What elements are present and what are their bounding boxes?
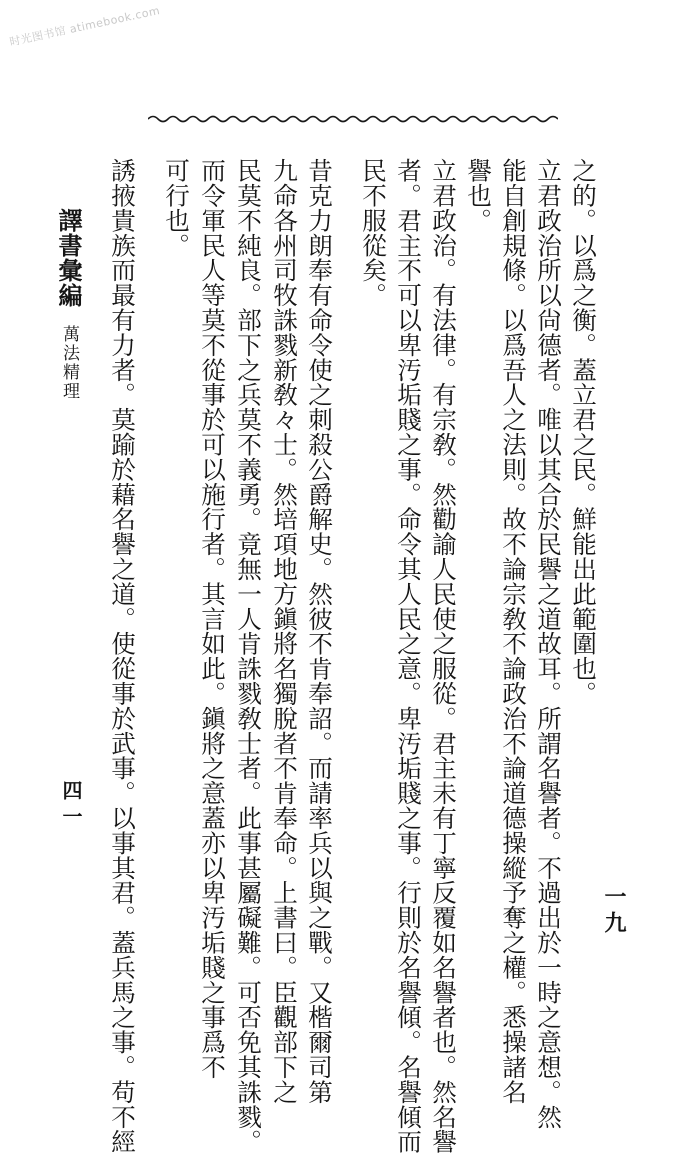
text-column-10: 民莫不純良。部下之兵莫不義勇。竟無一人肯誅戮敎士者。此事甚屬礙難。可否免其誅戮。: [234, 158, 263, 1154]
text-column-1: 之的。以爲之衡。蓋立君之民。鮮能出此範圍也。: [569, 158, 598, 706]
text-column-7: 民不服從矣。: [359, 158, 388, 308]
page-number-left: 四一: [59, 780, 83, 832]
watermark: 时光图书馆 atimebook.com: [8, 4, 162, 49]
text-column-5: 立君政治。有法律。有宗敎。然勸諭人民使之服從。君主未有丁寧反覆如名譽者也。然名譽: [429, 158, 458, 1154]
text-column-4: 譽也。: [464, 158, 493, 233]
text-column-2: 立君政治所以尙德者。唯以其合於民譽之道故耳。所謂名譽者。不過出於一時之意想。然: [534, 158, 563, 1130]
text-column-12: 可行也。: [162, 158, 191, 258]
decorative-top-rule: [148, 112, 558, 126]
text-column-3: 能自創規條。以爲吾人之法則。故不論宗敎不論政治不論道德操縱予奪之權。悉操諸名: [499, 158, 528, 1105]
text-column-6: 者。君主不可以卑汚垢賤之事。命令其人民之意。卑汚垢賤之事。行則於名譽傾。名譽傾而: [394, 158, 423, 1154]
book-title: 譯書彙編: [54, 208, 83, 308]
text-column-8: 昔克力朗奉有命令使之刺殺公爵解史。然彼不肯奉詔。而請率兵以與之戰。又楷爾司第: [305, 158, 334, 1105]
text-column-9: 九命各州司牧誅戮新敎々士。然培項地方鎭將名獨脫者不肯奉命。上書曰。臣觀部下之: [270, 158, 299, 1105]
text-column-13: 誘掖貴族而最有力者。莫踰於藉名譽之道。使從事於武事。以事其君。蓋兵馬之事。苟不經: [108, 158, 137, 1154]
text-column-11: 而令軍民人等莫不從事於可以施行者。其言如此。鎭將之意蓋亦以卑汚垢賤之事爲不: [198, 158, 227, 1080]
page-number-right: 一九: [601, 885, 627, 937]
section-title: 萬法精理: [59, 325, 79, 401]
